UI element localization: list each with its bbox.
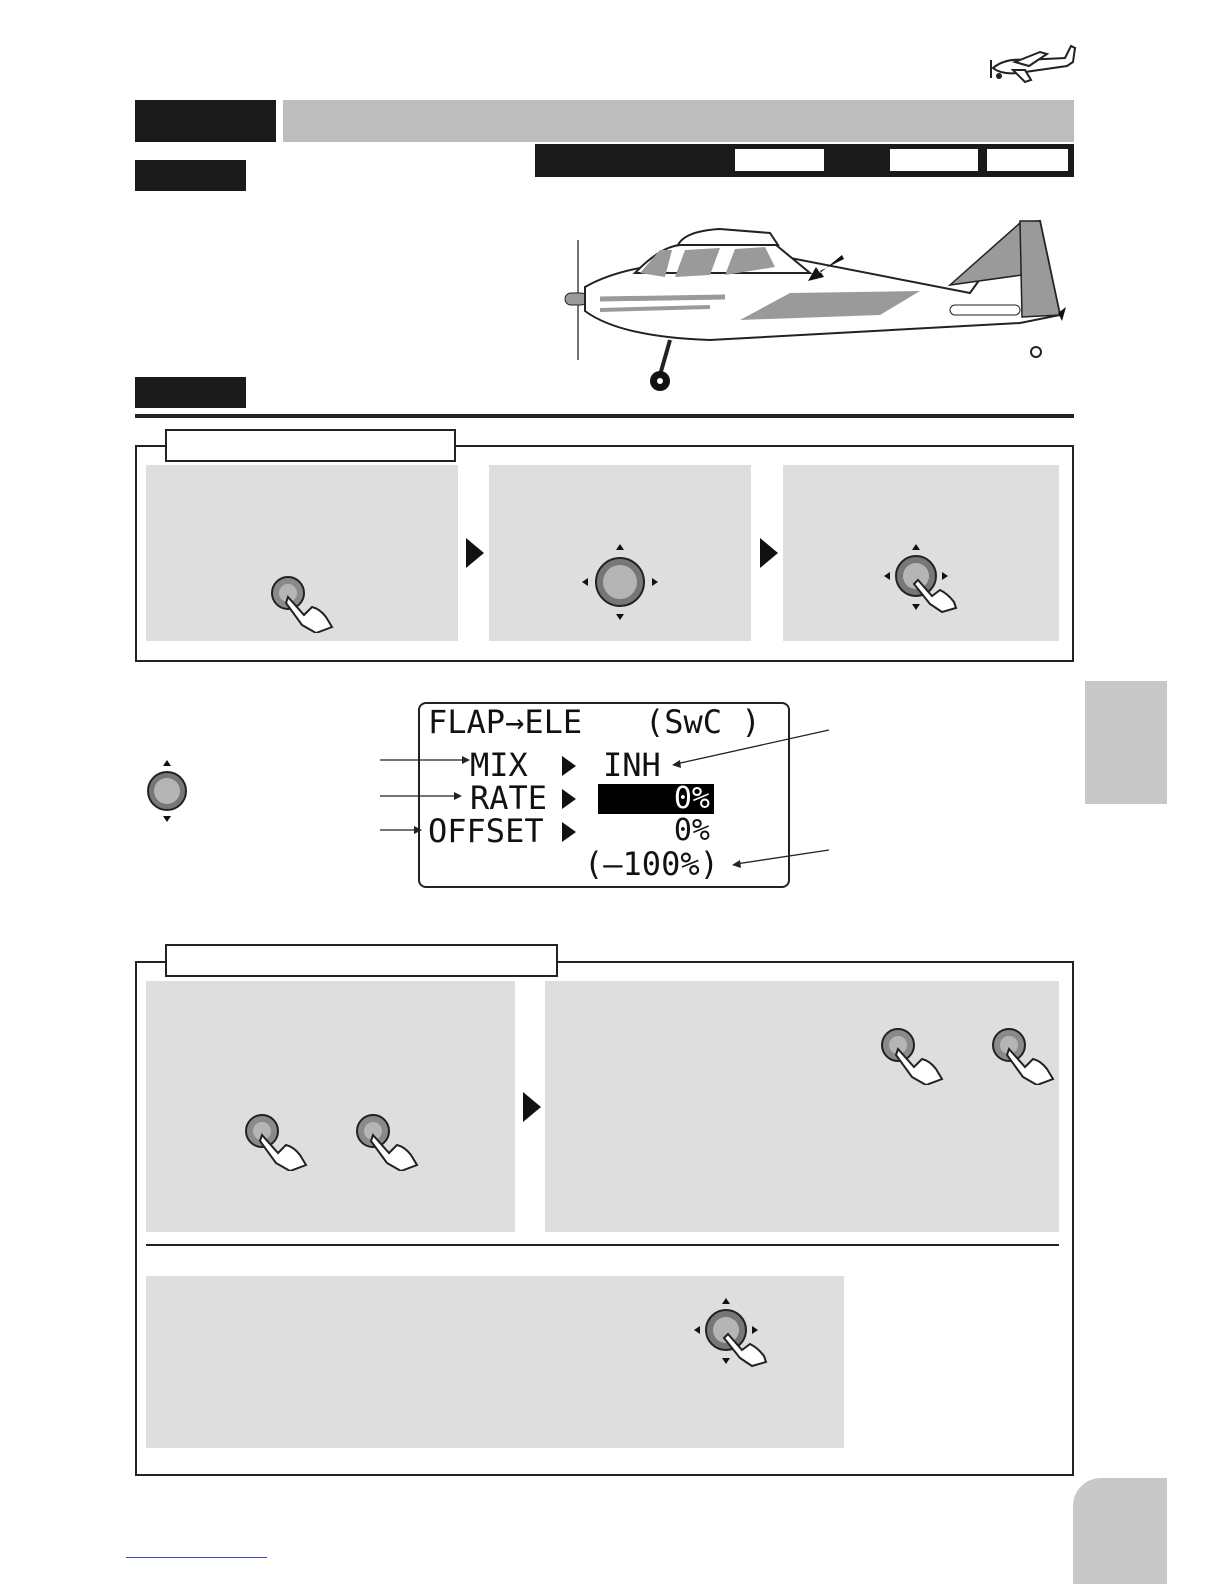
button-press-icon[interactable]	[989, 1027, 1059, 1085]
procedure-box-1-label	[165, 429, 456, 462]
button-press-icon[interactable]	[268, 575, 338, 633]
page-number-tab	[1073, 1478, 1167, 1584]
button-press-icon[interactable]	[353, 1113, 423, 1171]
lcd-callout-lines	[378, 720, 833, 870]
section-tab-black	[135, 100, 276, 142]
setting-label	[135, 377, 246, 408]
button-press-icon[interactable]	[878, 1027, 948, 1085]
side-tab	[1085, 681, 1167, 804]
button-press-icon[interactable]	[242, 1113, 312, 1171]
section-divider	[135, 414, 1074, 418]
airplane-logo-icon	[985, 40, 1077, 86]
model-type-box-1	[735, 149, 824, 171]
procedure-box-2-label	[165, 944, 558, 977]
lcd-offset-label: OFFSET	[428, 812, 544, 850]
model-type-box-2	[890, 149, 978, 171]
lcd-offset-range: (–100%)	[584, 845, 719, 883]
function-label	[135, 160, 246, 191]
lcd-mix-label: MIX	[470, 746, 528, 784]
model-type-box-3	[987, 149, 1068, 171]
step-panel-5	[545, 981, 1059, 1232]
lcd-rate-label: RATE	[470, 779, 548, 817]
jog-dial-press-icon[interactable]	[880, 542, 960, 614]
right-arrow-icon	[523, 1092, 541, 1122]
lcd-offset-value[interactable]: 0%	[673, 813, 710, 848]
jog-dial-press-icon[interactable]	[690, 1296, 770, 1368]
footer-link-underline[interactable]	[126, 1557, 267, 1558]
title-bar	[283, 100, 1074, 142]
lcd-title: FLAP→ELE	[428, 703, 583, 741]
lcd-rate-value[interactable]: 0%	[598, 784, 714, 814]
lcd-switch: (SwC )	[645, 703, 761, 741]
step-panel-4	[146, 981, 515, 1232]
procedure-divider	[146, 1244, 1059, 1246]
right-arrow-icon	[466, 538, 484, 568]
jog-dial-updown-icon[interactable]	[140, 758, 194, 824]
jog-dial-icon[interactable]	[580, 542, 660, 622]
airplane-illustration-icon	[560, 215, 1075, 395]
lcd-mix-value[interactable]: INH	[603, 746, 661, 784]
right-arrow-icon	[760, 538, 778, 568]
